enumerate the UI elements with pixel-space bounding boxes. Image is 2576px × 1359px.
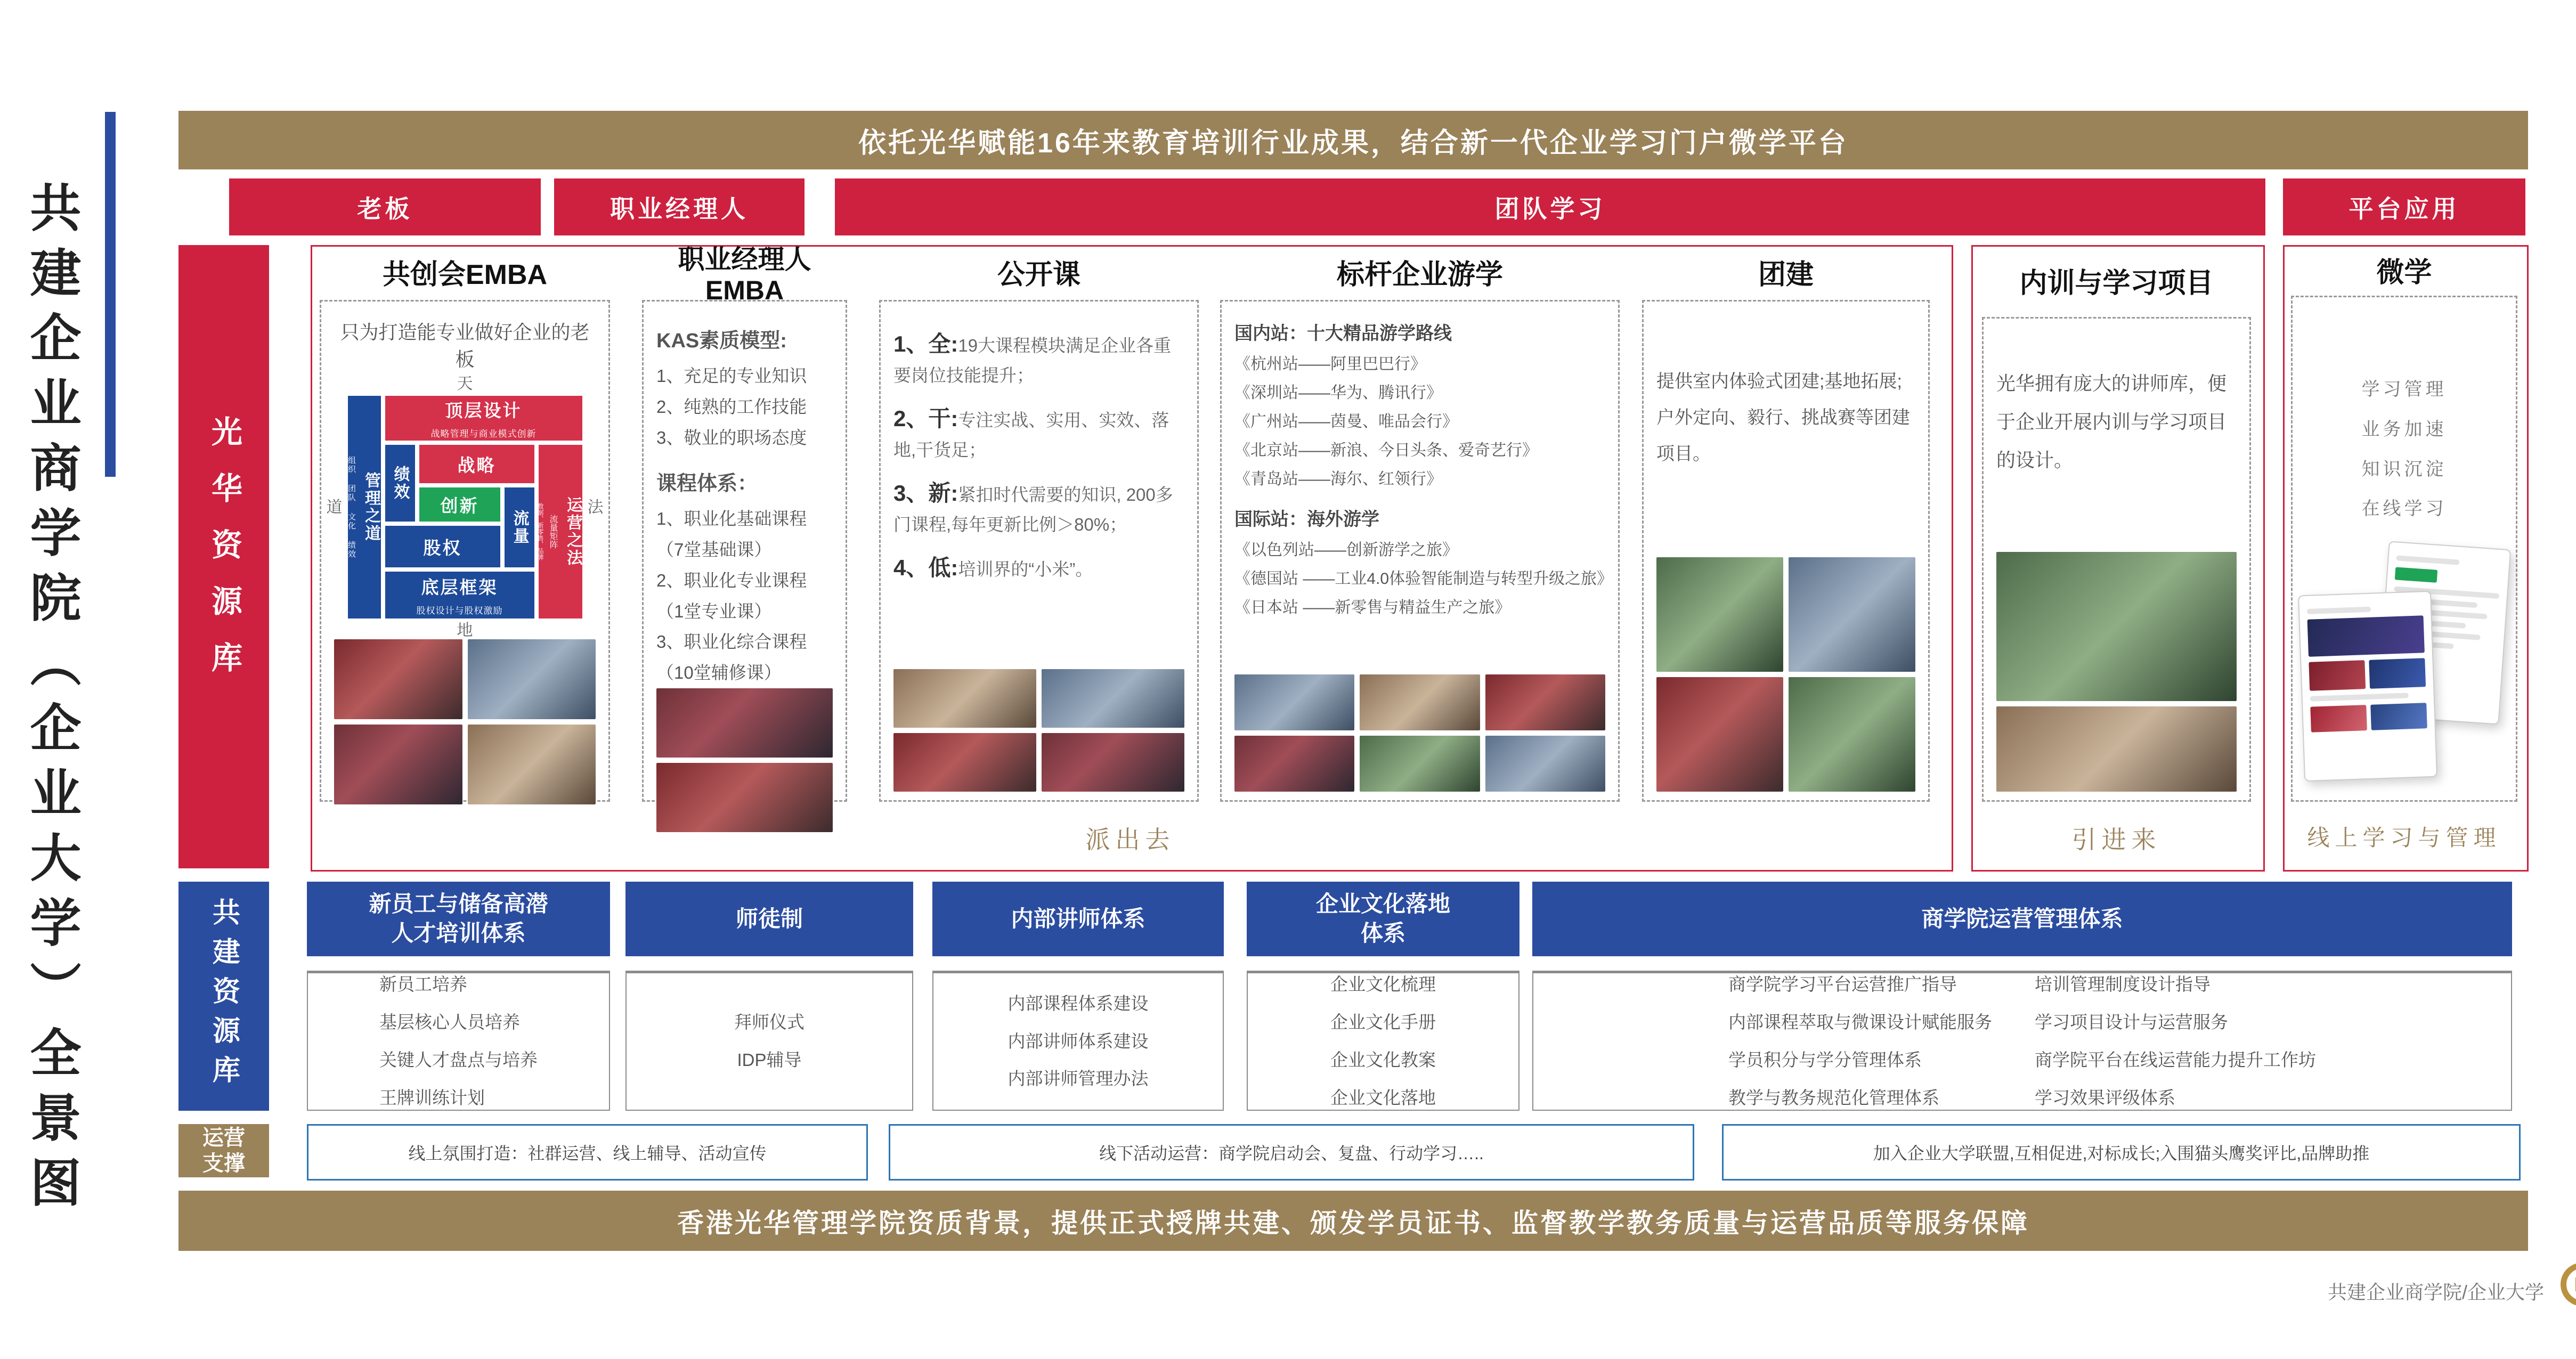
cobuild-resource-label: 共建资源库	[178, 882, 269, 1111]
emba-photos	[334, 639, 596, 804]
team-building-desc: 提供室内体验式团建;基地拓展;户外定向、毅行、挑战赛等团建项目。	[1656, 371, 1910, 464]
diagram-operation-sub: 流量矩阵	[548, 515, 557, 549]
open-course-photos	[893, 669, 1184, 792]
cobuild-item: 企业文化教案	[1330, 1050, 1436, 1070]
online-learning-note: 线上学习与管理	[2307, 825, 2501, 850]
kas-item: 1、充足的专业知识	[656, 366, 807, 386]
tour-item: 《广州站——茵曼、唯品会行》	[1234, 413, 1458, 431]
diagram-top-design: 顶层设计 战略管理与商业模式创新	[385, 396, 582, 441]
photo	[334, 725, 462, 804]
photo	[1234, 736, 1354, 792]
open-course-item: 2、干:专注实战、实用、实效、落地,干货足；	[893, 405, 1169, 460]
column-team-building	[1642, 250, 1930, 802]
cobuild-item: 新员工培养	[379, 974, 467, 995]
manager-emba-title: 职业经理人EMBA	[678, 245, 811, 305]
cobuild-header-internal-lecturer: 内部讲师体系	[932, 882, 1224, 956]
bring-in-note: 引进来	[2071, 826, 2161, 853]
operation-support-label: 运营支撑	[178, 1124, 269, 1177]
tour-item: 《杭州站——阿里巴巴行》	[1234, 355, 1426, 373]
tab-platform-app: 平台应用	[2283, 178, 2525, 235]
bottom-banner: 香港光华管理学院资质背景，提供正式授牌共建、颁发学员证书、监督教学教务质量与运营品质等服务保障	[178, 1191, 2528, 1251]
open-course-item: 4、低:培训界的“小米”。	[893, 555, 1093, 580]
diagram-innovation: 创新	[419, 487, 500, 522]
cobuild-header-operation: 商学院运营管理体系	[1532, 882, 2512, 956]
weixue-title: 微学	[2376, 257, 2432, 288]
internal-training-content	[1982, 317, 2251, 802]
photo	[1996, 706, 2237, 792]
accent-bar	[105, 112, 116, 477]
team-building-title: 团建	[1758, 259, 1814, 290]
emba-title: 共创会EMBA	[382, 259, 548, 290]
cobuild-item: 内部讲师管理办法	[1007, 1069, 1149, 1089]
cobuild-item: 拜师仪式	[734, 1012, 805, 1032]
benchmark-tour-title: 标杆企业游学	[1336, 259, 1503, 290]
photo	[1789, 557, 1915, 672]
diagram-management-dao: 组织 团队 文化 绩效 管理之道	[348, 396, 381, 619]
diagram-performance: 绩效	[385, 445, 415, 522]
cobuild-item: 企业文化梳理	[1330, 974, 1436, 995]
internal-training-title: 内训与学习项目	[2019, 267, 2214, 299]
tour-item: 《深圳站——华为、腾讯行》	[1234, 384, 1442, 402]
column-emba	[320, 250, 610, 802]
brand-logo	[2561, 1263, 2576, 1306]
photo	[334, 639, 462, 719]
intl-heading: 国际站：海外游学	[1234, 509, 1379, 530]
course-item: 1、职业化基础课程	[656, 509, 807, 529]
cobuild-content-mentorship	[625, 971, 913, 1111]
weixue-feature: 知识沉淀	[2361, 459, 2447, 479]
weixue-phone-mockups	[2301, 529, 2507, 792]
diagram-operation-fa: 数据、新零售、品牌 流量矩阵 运营之法	[539, 445, 582, 619]
photo	[468, 725, 596, 804]
manager-emba-photos	[656, 688, 833, 832]
photo	[1042, 669, 1184, 728]
open-course-item: 3、新:紧扣时代需要的知识, 200多门课程,每年更新比例＞80%；	[893, 480, 1173, 535]
photo	[1656, 557, 1783, 672]
internal-training-desc: 光华拥有庞大的讲师库，便于企业开展内训与学习项目的设计。	[1996, 372, 2227, 471]
phone-mockup-front	[2298, 591, 2437, 782]
cobuild-item: 商学院平台在线运营能力提升工作坊	[2035, 1050, 2316, 1070]
kas-item: 2、纯熟的工作技能	[656, 396, 807, 417]
photo	[468, 639, 596, 719]
tour-item: 《德国站 ——工业4.0体验智能制造与转型升级之旅》	[1234, 570, 1613, 588]
diagram-operation-sub2: 数据、新零售、品牌	[537, 503, 544, 560]
course-item: （1堂专业课）	[656, 601, 772, 621]
photo	[1656, 677, 1783, 792]
tab-boss: 老板	[229, 178, 541, 235]
photo	[1360, 736, 1480, 792]
cobuild-item: 商学院学习平台运营推广指导	[1728, 974, 1957, 995]
photo	[893, 733, 1036, 792]
course-heading: 课程体系：	[656, 473, 758, 495]
cobuild-item: 教学与教务规范化管理体系	[1728, 1087, 1939, 1108]
photo	[1485, 736, 1605, 792]
compass-bottom: 地	[457, 622, 473, 639]
kas-heading: KAS素质模型:	[656, 330, 787, 352]
weixue-feature: 业务加速	[2361, 419, 2447, 440]
open-course-content	[879, 300, 1199, 802]
cobuild-item: 学习效果评级体系	[2035, 1087, 2175, 1108]
kas-item: 3、敬业的职场态度	[656, 427, 807, 447]
weixue-content	[2291, 296, 2517, 802]
cobuild-item: IDP辅导	[737, 1050, 802, 1070]
photo	[1789, 677, 1915, 792]
tour-item: 《青岛站——海尔、红领行》	[1234, 470, 1442, 489]
support-box-online: 线上氛围打造：社群运营、线上辅导、活动宣传	[307, 1124, 868, 1181]
compass-right: 法	[587, 498, 604, 516]
photo	[656, 688, 833, 758]
open-course-item: 1、全:19大课程模块满足企业各重要岗位技能提升；	[893, 331, 1172, 386]
send-out-note: 派出去	[1085, 826, 1175, 853]
cobuild-content-newstaff	[307, 971, 610, 1111]
course-item: （7堂基础课）	[656, 540, 772, 559]
support-box-offline: 线下活动运营：商学院启动会、复盘、行动学习…..	[889, 1124, 1694, 1181]
benchmark-tour-photos	[1234, 674, 1605, 792]
guanghua-resource-label: 光华资源库	[178, 245, 269, 868]
emba-diagram	[326, 396, 604, 619]
column-internal-training	[1982, 250, 2251, 802]
team-building-photos	[1656, 557, 1915, 792]
course-item: 2、职业化专业课程	[656, 570, 807, 590]
photo	[893, 669, 1036, 728]
cobuild-item: 内部课程萃取与微课设计赋能服务	[1728, 1012, 1992, 1032]
compass-top: 天	[457, 375, 473, 393]
course-item: （10堂辅修课）	[656, 663, 782, 682]
cobuild-item: 培训管理制度设计指导	[2035, 974, 2211, 995]
tab-professional-manager: 职业经理人	[554, 178, 805, 235]
column-benchmark-tour	[1220, 250, 1620, 802]
cobuild-content-operation	[1532, 971, 2512, 1111]
diagram-grid	[385, 396, 582, 619]
column-manager-emba	[642, 245, 847, 802]
column-open-course	[879, 250, 1199, 802]
cobuild-content-culture	[1247, 971, 1519, 1111]
cobuild-item: 内部讲师体系建设	[1007, 1031, 1149, 1051]
tour-item: 《以色列站——创新游学之旅》	[1234, 541, 1458, 559]
tour-item: 《北京站——新浪、今日头条、爱奇艺行》	[1234, 442, 1538, 460]
manager-emba-content	[642, 300, 847, 802]
page-title: 共建企业商学院（企业大学）全景图	[23, 181, 80, 1221]
tab-team-learning: 团队学习	[835, 178, 2265, 235]
cobuild-item: 企业文化手册	[1330, 1012, 1436, 1032]
course-item: 3、职业化综合课程	[656, 632, 807, 652]
cobuild-item: 内部课程体系建设	[1007, 993, 1149, 1013]
team-building-content	[1642, 300, 1930, 802]
internal-training-photos	[1996, 552, 2237, 792]
cobuild-item: 企业文化落地	[1330, 1087, 1436, 1108]
column-weixue	[2291, 250, 2517, 802]
cobuild-header-newstaff: 新员工与储备高潜 人才培训体系	[307, 882, 610, 956]
support-box-alliance: 加入企业大学联盟,互相促进,对标成长;入围猫头鹰奖评比,品牌助推	[1722, 1124, 2521, 1181]
cobuild-item: 关键人才盘点与培养	[379, 1050, 538, 1070]
photo	[1234, 674, 1354, 730]
tour-item: 《日本站 ——新零售与精益生产之旅》	[1234, 599, 1511, 617]
diagram-strategy: 战略	[419, 445, 534, 483]
cobuild-header-culture: 企业文化落地 体系	[1247, 882, 1519, 956]
weixue-feature: 学习管理	[2361, 379, 2447, 400]
cobuild-item: 基层核心人员培养	[379, 1012, 520, 1032]
cobuild-item: 学员积分与学分管理体系	[1728, 1050, 1922, 1070]
benchmark-tour-content	[1220, 300, 1620, 802]
photo	[1360, 674, 1480, 730]
cobuild-item: 王牌训练计划	[379, 1087, 485, 1108]
domestic-heading: 国内站：十大精品游学路线	[1234, 323, 1452, 344]
cobuild-content-internal-lecturer	[932, 971, 1224, 1111]
photo	[1485, 674, 1605, 730]
emba-content	[320, 300, 610, 802]
photo	[1996, 552, 2237, 701]
emba-tagline: 只为打造能专业做好企业的老板	[340, 321, 590, 370]
top-banner: 依托光华赋能16年来教育培训行业成果，结合新一代企业学习门户微学平台	[178, 111, 2528, 169]
diagram-management-dao-sub: 组织 团队 文化 绩效	[347, 455, 356, 559]
diagram-traffic: 流量	[505, 487, 534, 567]
photo	[1042, 733, 1184, 792]
diagram-bottom-frame: 底层框架 股权设计与股权激励	[385, 572, 534, 619]
footer-caption: 共建企业商学院/企业大学	[2327, 1281, 2544, 1303]
compass-left: 道	[326, 498, 343, 516]
cobuild-header-mentorship: 师徒制	[625, 882, 913, 956]
diagram-equity: 股权	[385, 526, 500, 567]
open-course-title: 公开课	[997, 259, 1080, 290]
cobuild-item: 学习项目设计与运营服务	[2035, 1012, 2228, 1032]
weixue-feature: 在线学习	[2361, 499, 2447, 519]
